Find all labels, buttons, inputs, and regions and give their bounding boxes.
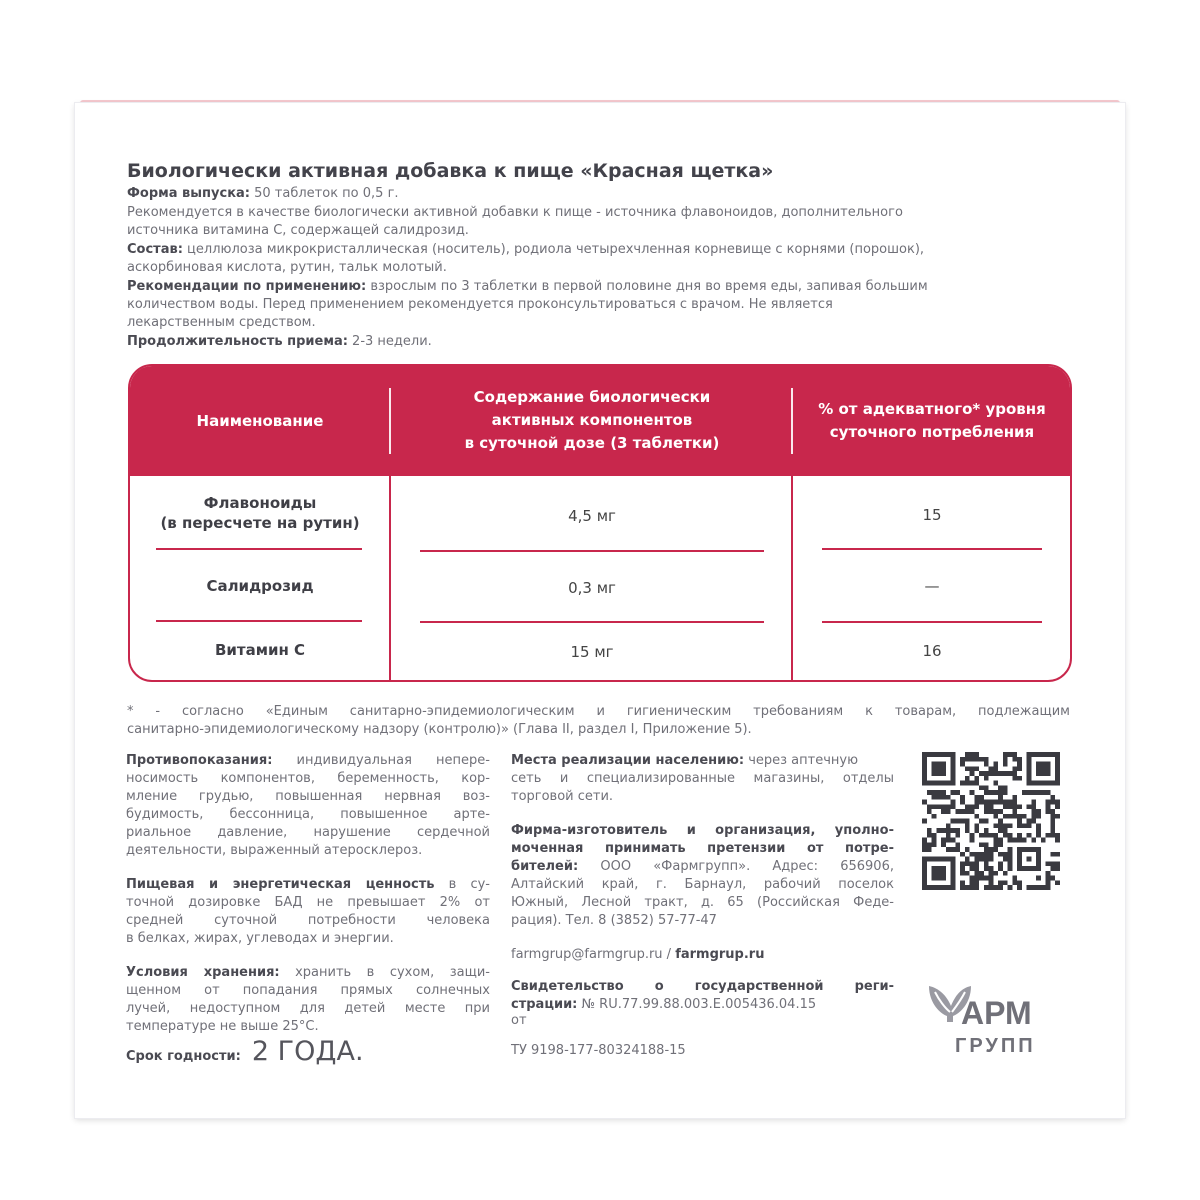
contra-line-2: носимость компонентов, беременность, кор- (126, 771, 490, 786)
table-row-percent: — (924, 577, 940, 595)
duration-line: Продолжительность приема: 2-3 недели. (127, 334, 432, 349)
recommend-line-2: источника витамина С, содержащей салидрозид. (127, 223, 469, 238)
footnote-line-2: санитарно-эпидемиологическому надзору (контролю)» (Глава II, раздел I, Приложение 5). (127, 722, 752, 737)
contra-line-6: деятельности, выраженный атеросклероз. (126, 843, 423, 858)
row-separator (420, 621, 764, 623)
header-content: Содержание биологически активных компонентов в суточной дозе (3 таблетки) (464, 388, 720, 452)
table-row-percent: 15 (922, 506, 942, 524)
composition-line-2: аскорбиновая кислота, рутин, тальк молотый. (127, 260, 447, 275)
usage-line-2: количеством воды. Перед применением рекомендуется проконсультироваться с врачом. Не является (127, 297, 833, 312)
storage-line-4: температуре не выше 25°С. (126, 1019, 319, 1034)
cert-line-1: Свидетельство о государственной реги- (511, 979, 894, 994)
cert-line-2: страции: № RU.77.99.88.003.Е.005436.04.15 (511, 997, 817, 1012)
left-column (126, 752, 490, 1036)
contra-line-4: будимость, бессонница, повышенное арте- (126, 807, 490, 822)
food-line-1: Пищевая и энергетическая ценность в су- (126, 877, 490, 892)
header-percent: % от адекватного* уровня суточного потребления (818, 400, 1046, 441)
maker-line-4: Алтайский край, г. Барнаул, рабочий поселок (511, 877, 894, 892)
table-row-percent: 16 (922, 642, 942, 660)
recommend-line-1: Рекомендуется в качестве биологически активной добавки к пище - источника флавоноидов, дополнительного (127, 205, 903, 220)
table-header (130, 366, 1070, 476)
shelf-life: Срок годности: 2 ГОДА. (126, 1036, 364, 1067)
maker-line-1: Фирма-изготовитель и организация, уполно- (511, 823, 894, 838)
sale-line-1: Места реализации населению: через аптечную (511, 753, 859, 768)
maker-line-6: рация). Тел. 8 (3852) 57-77-47 (511, 913, 717, 928)
header-divider (389, 388, 391, 454)
table-row-name: Салидрозид (206, 577, 314, 595)
table-row-name: Флавоноиды (в пересчете на рутин) (160, 494, 360, 532)
contra-line-5: риальное давление, нарушение сердечной (126, 825, 490, 840)
maker-line-3: бителей: ООО «Фармгрупп». Адрес: 656906, (511, 859, 894, 874)
contacts-line: farmgrup@farmgrup.ru / farmgrup.ru (511, 947, 765, 962)
form-line: Форма выпуска: 50 таблеток по 0,5 г. (127, 186, 399, 201)
sale-line-2: сеть и специализированные магазины, отделы (511, 771, 894, 786)
food-line-3: средней суточной потребности человека (126, 913, 490, 928)
nutrition-table (128, 364, 1072, 682)
usage-line-3: лекарственным средством. (127, 315, 316, 330)
logo-text-main: АРМ (961, 995, 1032, 1031)
contra-line-3: мление грудью, повышенная нервная воз- (126, 789, 490, 804)
row-separator (156, 620, 362, 622)
header-divider (791, 388, 793, 454)
farmgrup-logo (925, 978, 1065, 1058)
cert-from: от (511, 1013, 527, 1028)
middle-column (511, 752, 894, 1060)
composition-line-1: Состав: целлюлоза микрокристаллическая (носитель), родиола четырехчленная корневище с корнями (порошок), (127, 242, 925, 257)
maker-line-2: моченная принимать претензии от потре- (511, 841, 894, 856)
usage-line-1: Рекомендации по применению: взрослым по 3 таблетки в первой половине дня во время еды, запивая большим (127, 279, 928, 294)
storage-line-3: лучей, недоступном для детей месте при (126, 1001, 490, 1016)
table-row-name: Витамин С (214, 641, 306, 659)
row-separator (420, 550, 764, 552)
maker-line-5: Южный, Лесной тракт, д. 65 (Российская Феде- (511, 895, 894, 910)
row-separator (822, 621, 1042, 623)
header-name: Наименование (196, 412, 324, 430)
table-row-amount: 4,5 мг (568, 507, 616, 525)
site-link[interactable]: farmgrup.ru (675, 947, 765, 962)
food-line-2: точной дозировке БАД не превышает 2% от (126, 895, 490, 910)
product-title: Биологически активная добавка к пище «Красная щетка» (127, 160, 774, 182)
email-link[interactable]: farmgrup@farmgrup.ru (511, 947, 663, 962)
table-row-amount: 15 мг (570, 643, 614, 661)
row-separator (156, 548, 362, 550)
storage-line-2: щенном от попадания прямых солнечных (126, 983, 490, 998)
table-row-amount: 0,3 мг (568, 579, 616, 597)
tu-line: ТУ 9198-177-80324188-15 (511, 1043, 686, 1058)
qr-code (922, 752, 1060, 890)
footnote-line-1: * - согласно «Единым санитарно-эпидемиологическим и гигиеническим требованиям к товарам, подлежащим (127, 704, 1070, 719)
contra-line-1: Противопоказания: индивидуальная непере- (126, 753, 490, 768)
row-separator (822, 548, 1042, 550)
food-line-4: в белках, жирах, углеводах и энергии. (126, 931, 394, 946)
logo-text-sub: ГРУПП (955, 1035, 1036, 1057)
sale-line-3: торговой сети. (511, 789, 614, 804)
storage-line-1: Условия хранения: хранить в сухом, защи- (126, 965, 490, 980)
